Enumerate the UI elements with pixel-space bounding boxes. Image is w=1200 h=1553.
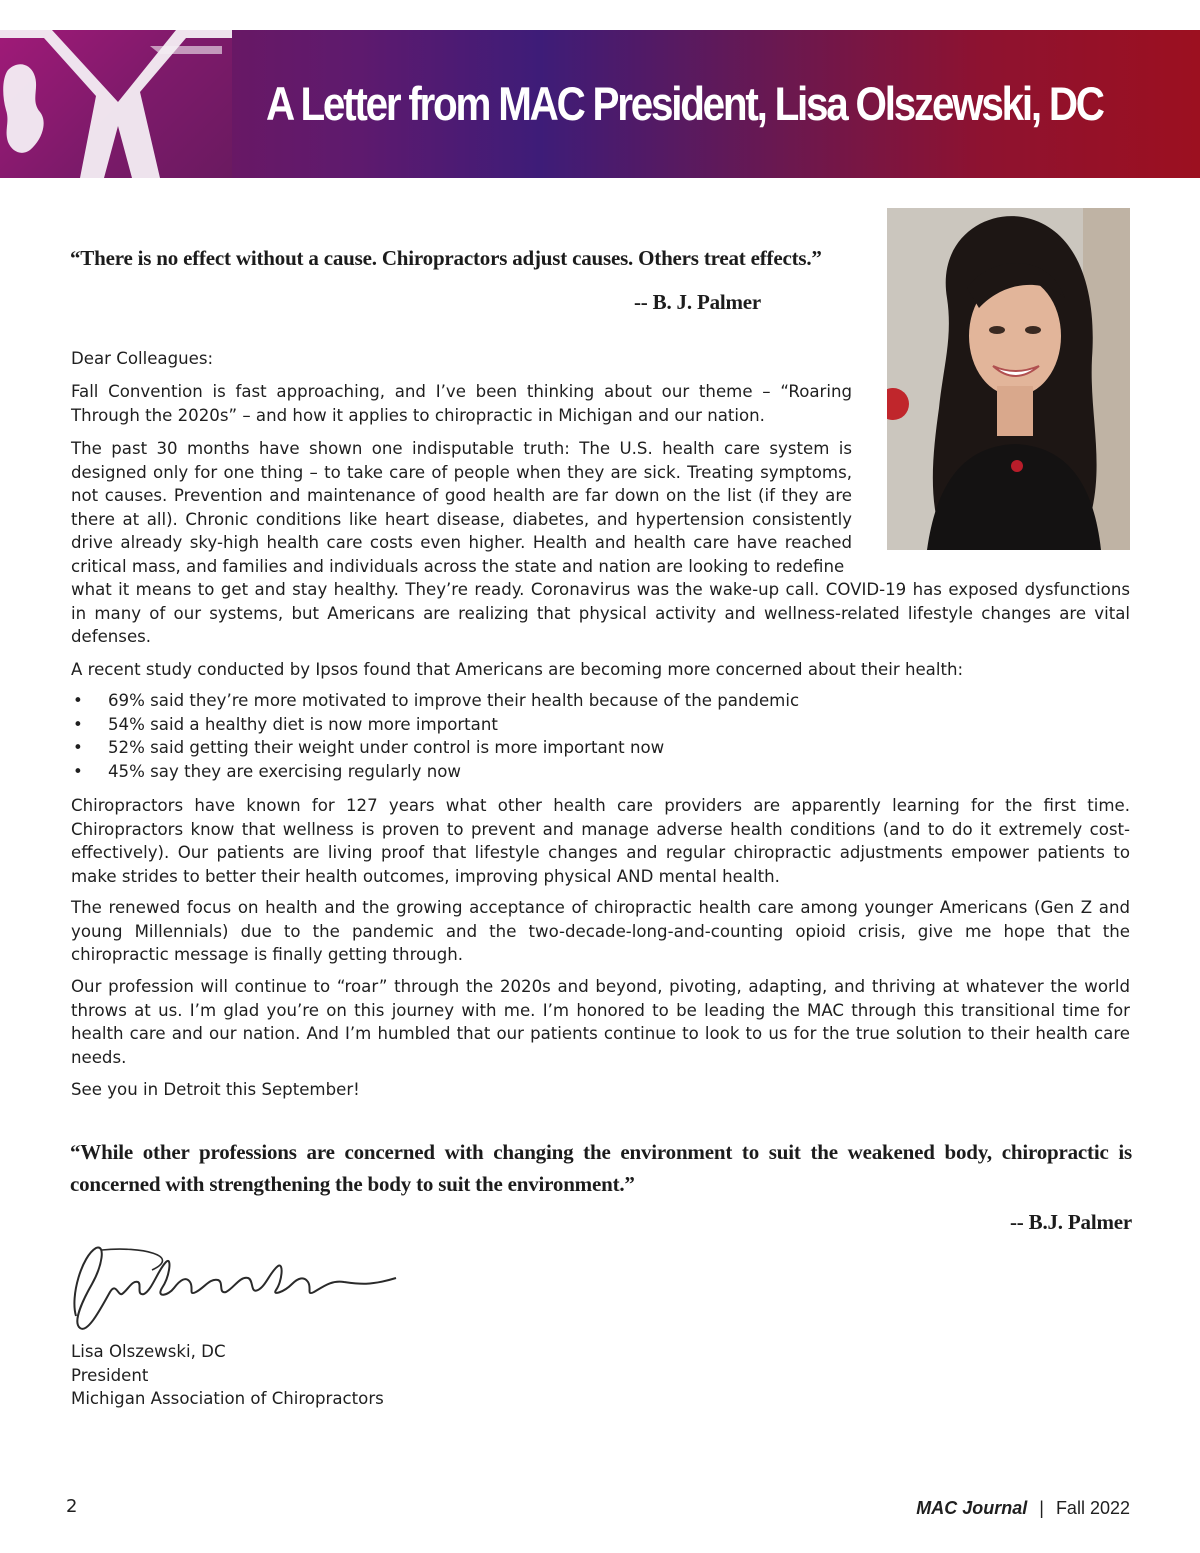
page-number: 2 (66, 1496, 78, 1517)
letter-paragraph-2-continued: what it means to get and stay healthy. They’re ready. Coronavirus was the wake-up call. COVID-19 has exposed dysfunctions in many of our systems, but Americans are realizing that physical activity and wellness-related lifestyle changes are vital defenses. (71, 580, 1130, 646)
handwritten-signature (62, 1236, 412, 1336)
list-item: • 69% said they’re more motivated to improve their health because of the pandemic (71, 689, 971, 713)
portrait-illustration (887, 208, 1130, 550)
page-title: A Letter from MAC President, Lisa Olszewski, DC (266, 77, 1103, 130)
closing-quote: “While other professions are concerned with changing the environment to suit the weakened body, chiropractic is concerned with strengthening the body to suit the environment.” (70, 1140, 1132, 1196)
closing-quote-attribution: -- B.J. Palmer (1010, 1210, 1132, 1234)
signer-organization: Michigan Association of Chiropractors (71, 1389, 384, 1408)
author-portrait (887, 208, 1130, 550)
letter-paragraph-5: The renewed focus on health and the growing acceptance of chiropractic health care among younger Americans (Gen Z and young Millennials) due to the pandemic and the two-decade-long-and-counting opioid crisis, give me hope that the chiropractic message is finally getting through. (71, 898, 1130, 964)
footer-separator: | (1039, 1498, 1044, 1518)
list-item: • 45% say they are exercising regularly now (71, 760, 971, 784)
letter-paragraph-3: A recent study conducted by Ipsos found that Americans are becoming more concerned about their health: (71, 660, 964, 679)
signer-name: Lisa Olszewski, DC (71, 1342, 226, 1361)
salutation: Dear Colleagues: (71, 349, 214, 368)
letter-paragraph-6: Our profession will continue to “roar” through the 2020s and beyond, pivoting, adapting, and thriving at whatever the world throws at us. I’m glad you’re on this journey with me. I’m honored to be leading the MAC through this transitional time for health care and our nation. And I’m humbled that our patients continue to look to us for the true solution to their health care needs. (71, 977, 1130, 1067)
journal-name: MAC Journal (916, 1498, 1028, 1518)
signature-block (71, 1340, 384, 1411)
opening-quote: “There is no effect without a cause. Chiropractors adjust causes. Others treat effects.” (70, 246, 822, 270)
letter-paragraph-2: The past 30 months have shown one indisputable truth: The U.S. health care system is designed only for one thing – to take care of people when they are sick. Treating symptoms, not causes. Prevention and maintenance of good health are far down on the list (if they are there at all). Chronic conditions like heart disease, diabetes, and hypertension consistently drive already sky-high health care costs even higher. Health and health care have reached critical mass, and families and individuals across the state and nation are looking to redefine (71, 439, 852, 576)
survey-bullet-list (71, 689, 971, 783)
issue-label: Fall 2022 (1055, 1498, 1130, 1518)
signer-role: President (71, 1365, 149, 1385)
opening-quote-attribution: -- B. J. Palmer (634, 290, 762, 314)
list-item: • 54% said a healthy diet is now more important (71, 713, 971, 737)
mac-michigan-logo-icon (0, 30, 232, 178)
letter-paragraph-1: Fall Convention is fast approaching, and I’ve been thinking about our theme – “Roaring Through the 2020s” – and how it applies to chiropractic in Michigan and our nation. (71, 382, 852, 425)
header-banner (0, 30, 1200, 178)
list-item: • 52% said getting their weight under control is more important now (71, 736, 971, 760)
footer-publication (916, 1498, 1130, 1519)
letter-paragraph-4: Chiropractors have known for 127 years what other health care providers are apparently learning for the first time. Chiropractors know that wellness is proven to prevent and manage adverse health conditions (and to do it extremely cost-effectively). Our patients are living proof that lifestyle changes and regular chiropractic adjustments empower patients to make strides to better their health outcomes, improving physical AND mental health. (71, 796, 1130, 886)
letter-paragraph-7: See you in Detroit this September! (71, 1080, 360, 1099)
